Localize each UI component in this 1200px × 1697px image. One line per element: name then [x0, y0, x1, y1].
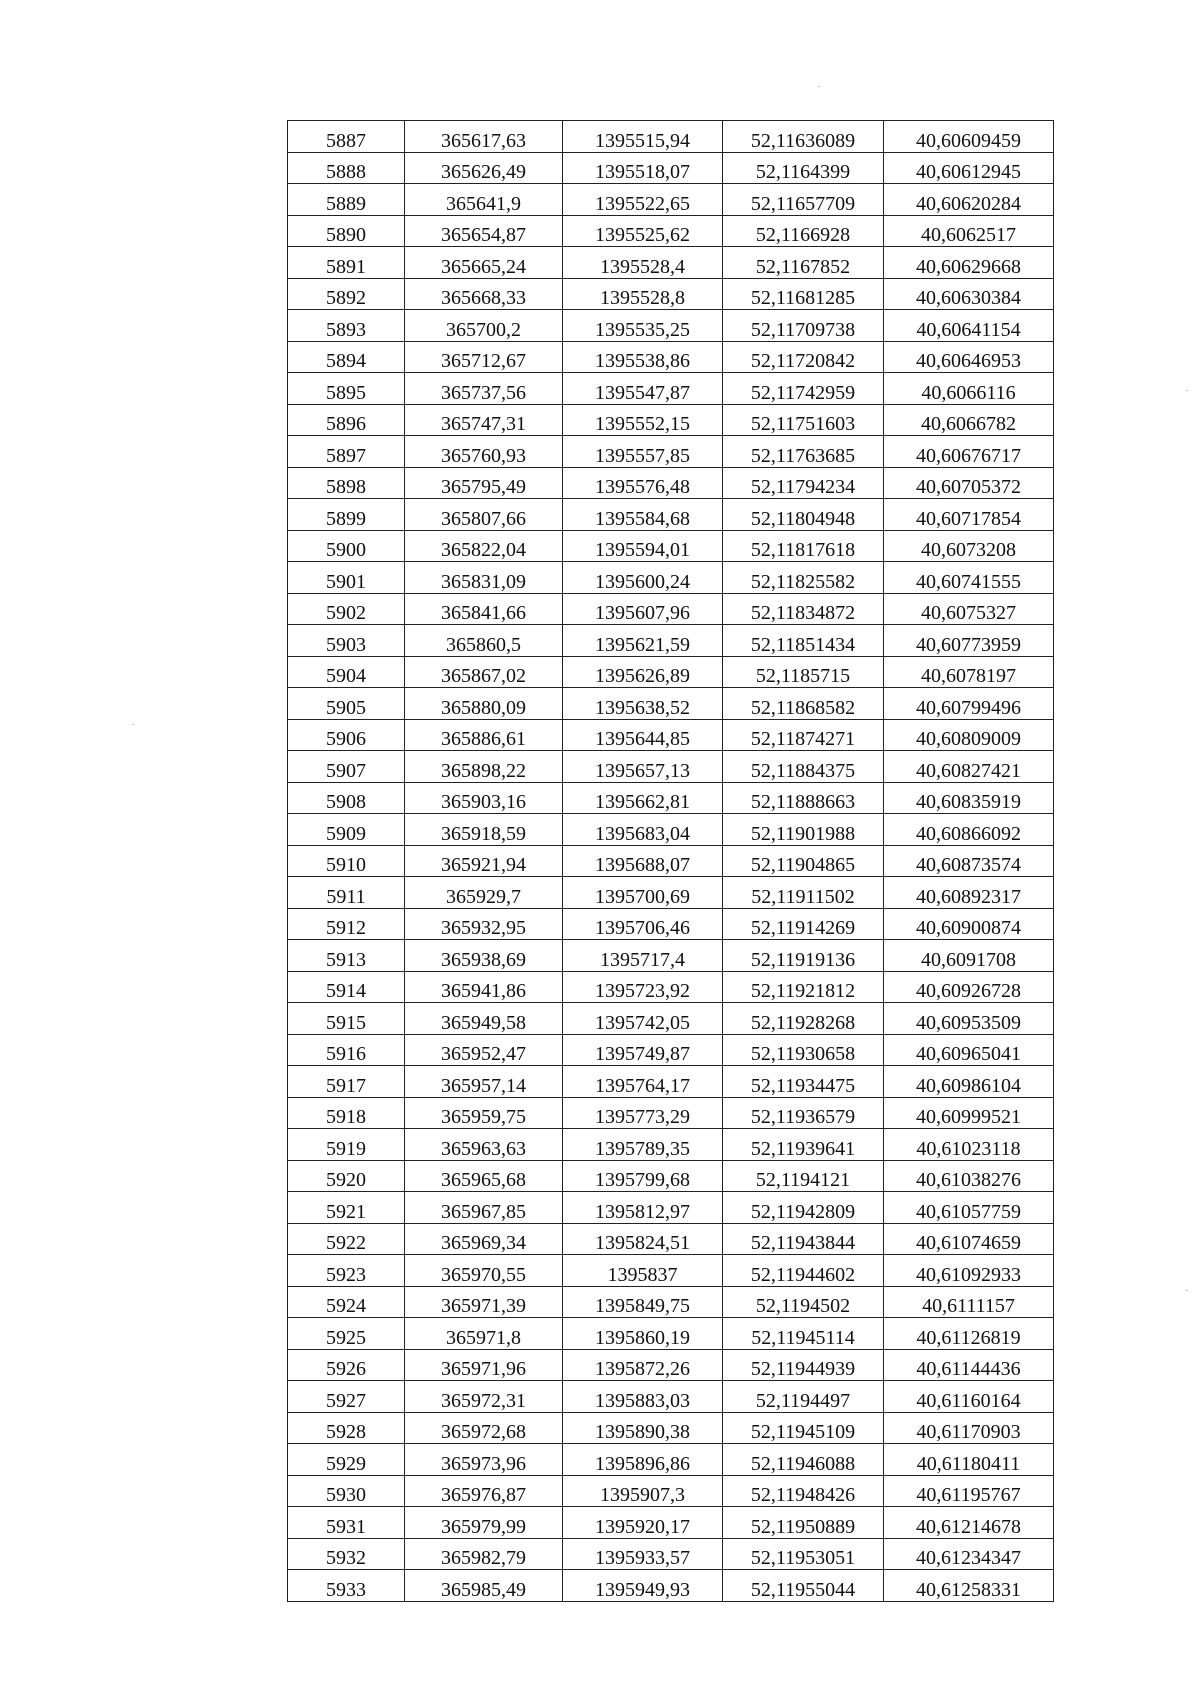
point-number-cell: 5901: [288, 562, 405, 594]
table-row: [288, 1160, 1054, 1192]
point-number-cell: 5932: [288, 1538, 405, 1570]
table-row: [288, 278, 1054, 310]
point-number-cell: 5922: [288, 1223, 405, 1255]
point-number-cell: 5926: [288, 1349, 405, 1381]
table-row: [288, 1475, 1054, 1507]
latitude-cell: 52,11742959: [723, 373, 884, 405]
point-number-cell: 5905: [288, 688, 405, 720]
point-number-cell: 5887: [288, 121, 405, 153]
longitude-cell: 40,61126819: [884, 1318, 1054, 1350]
table-row: [288, 310, 1054, 342]
longitude-cell: 40,60892317: [884, 877, 1054, 909]
point-number-cell: 5907: [288, 751, 405, 783]
longitude-cell: 40,60986104: [884, 1066, 1054, 1098]
latitude-cell: 52,11804948: [723, 499, 884, 531]
table-row: [288, 467, 1054, 499]
latitude-cell: 52,11944939: [723, 1349, 884, 1381]
longitude-cell: 40,60646953: [884, 341, 1054, 373]
longitude-cell: 40,61144436: [884, 1349, 1054, 1381]
table-row: [288, 373, 1054, 405]
y-coordinate-cell: 1395538,86: [563, 341, 723, 373]
table-row: [288, 1570, 1054, 1602]
latitude-cell: 52,11636089: [723, 121, 884, 153]
table-row: [288, 1255, 1054, 1287]
x-coordinate-cell: 365918,59: [405, 814, 563, 846]
longitude-cell: 40,60953509: [884, 1003, 1054, 1035]
y-coordinate-cell: 1395688,07: [563, 845, 723, 877]
y-coordinate-cell: 1395557,85: [563, 436, 723, 468]
x-coordinate-cell: 365938,69: [405, 940, 563, 972]
longitude-cell: 40,61170903: [884, 1412, 1054, 1444]
longitude-cell: 40,6066782: [884, 404, 1054, 436]
x-coordinate-cell: 365898,22: [405, 751, 563, 783]
table-row: [288, 782, 1054, 814]
table-row: [288, 436, 1054, 468]
point-number-cell: 5915: [288, 1003, 405, 1035]
table-row: [288, 908, 1054, 940]
table-row: [288, 1412, 1054, 1444]
table-row: [288, 1129, 1054, 1161]
x-coordinate-cell: 365841,66: [405, 593, 563, 625]
y-coordinate-cell: 1395525,62: [563, 215, 723, 247]
latitude-cell: 52,11720842: [723, 341, 884, 373]
point-number-cell: 5892: [288, 278, 405, 310]
longitude-cell: 40,61195767: [884, 1475, 1054, 1507]
x-coordinate-cell: 365949,58: [405, 1003, 563, 1035]
latitude-cell: 52,11939641: [723, 1129, 884, 1161]
point-number-cell: 5931: [288, 1507, 405, 1539]
x-coordinate-cell: 365971,96: [405, 1349, 563, 1381]
longitude-cell: 40,61057759: [884, 1192, 1054, 1224]
y-coordinate-cell: 1395849,75: [563, 1286, 723, 1318]
point-number-cell: 5933: [288, 1570, 405, 1602]
y-coordinate-cell: 1395896,86: [563, 1444, 723, 1476]
point-number-cell: 5888: [288, 152, 405, 184]
table-row: [288, 341, 1054, 373]
longitude-cell: 40,6066116: [884, 373, 1054, 405]
x-coordinate-cell: 365982,79: [405, 1538, 563, 1570]
longitude-cell: 40,60835919: [884, 782, 1054, 814]
latitude-cell: 52,11919136: [723, 940, 884, 972]
point-number-cell: 5927: [288, 1381, 405, 1413]
y-coordinate-cell: 1395535,25: [563, 310, 723, 342]
latitude-cell: 52,11888663: [723, 782, 884, 814]
point-number-cell: 5912: [288, 908, 405, 940]
y-coordinate-cell: 1395949,93: [563, 1570, 723, 1602]
y-coordinate-cell: 1395812,97: [563, 1192, 723, 1224]
point-number-cell: 5911: [288, 877, 405, 909]
x-coordinate-cell: 365867,02: [405, 656, 563, 688]
x-coordinate-cell: 365617,63: [405, 121, 563, 153]
latitude-cell: 52,11851434: [723, 625, 884, 657]
table-row: [288, 184, 1054, 216]
y-coordinate-cell: 1395860,19: [563, 1318, 723, 1350]
table-row: [288, 688, 1054, 720]
longitude-cell: 40,61258331: [884, 1570, 1054, 1602]
latitude-cell: 52,11944602: [723, 1255, 884, 1287]
point-number-cell: 5896: [288, 404, 405, 436]
longitude-cell: 40,6075327: [884, 593, 1054, 625]
latitude-cell: 52,11936579: [723, 1097, 884, 1129]
point-number-cell: 5900: [288, 530, 405, 562]
longitude-cell: 40,60641154: [884, 310, 1054, 342]
table-row: [288, 1349, 1054, 1381]
y-coordinate-cell: 1395920,17: [563, 1507, 723, 1539]
longitude-cell: 40,61234347: [884, 1538, 1054, 1570]
latitude-cell: 52,11709738: [723, 310, 884, 342]
point-number-cell: 5898: [288, 467, 405, 499]
latitude-cell: 52,11751603: [723, 404, 884, 436]
point-number-cell: 5930: [288, 1475, 405, 1507]
latitude-cell: 52,11868582: [723, 688, 884, 720]
latitude-cell: 52,11681285: [723, 278, 884, 310]
x-coordinate-cell: 365932,95: [405, 908, 563, 940]
longitude-cell: 40,60609459: [884, 121, 1054, 153]
table-row: [288, 404, 1054, 436]
latitude-cell: 52,11921812: [723, 971, 884, 1003]
x-coordinate-cell: 365972,68: [405, 1412, 563, 1444]
table-row: [288, 247, 1054, 279]
y-coordinate-cell: 1395657,13: [563, 751, 723, 783]
table-row: [288, 530, 1054, 562]
table-row: [288, 1507, 1054, 1539]
point-number-cell: 5895: [288, 373, 405, 405]
y-coordinate-cell: 1395789,35: [563, 1129, 723, 1161]
longitude-cell: 40,6073208: [884, 530, 1054, 562]
longitude-cell: 40,61160164: [884, 1381, 1054, 1413]
latitude-cell: 52,11946088: [723, 1444, 884, 1476]
y-coordinate-cell: 1395773,29: [563, 1097, 723, 1129]
x-coordinate-cell: 365700,2: [405, 310, 563, 342]
longitude-cell: 40,61023118: [884, 1129, 1054, 1161]
table-row: [288, 121, 1054, 153]
table-row: [288, 1192, 1054, 1224]
longitude-cell: 40,60965041: [884, 1034, 1054, 1066]
table-row: [288, 625, 1054, 657]
table-row: [288, 940, 1054, 972]
x-coordinate-cell: 365970,55: [405, 1255, 563, 1287]
y-coordinate-cell: 1395907,3: [563, 1475, 723, 1507]
y-coordinate-cell: 1395522,65: [563, 184, 723, 216]
longitude-cell: 40,60676717: [884, 436, 1054, 468]
point-number-cell: 5910: [288, 845, 405, 877]
point-number-cell: 5924: [288, 1286, 405, 1318]
latitude-cell: 52,1194497: [723, 1381, 884, 1413]
longitude-cell: 40,6111157: [884, 1286, 1054, 1318]
x-coordinate-cell: 365807,66: [405, 499, 563, 531]
latitude-cell: 52,11948426: [723, 1475, 884, 1507]
point-number-cell: 5904: [288, 656, 405, 688]
x-coordinate-cell: 365860,5: [405, 625, 563, 657]
table-row: [288, 656, 1054, 688]
latitude-cell: 52,11930658: [723, 1034, 884, 1066]
x-coordinate-cell: 365965,68: [405, 1160, 563, 1192]
y-coordinate-cell: 1395576,48: [563, 467, 723, 499]
y-coordinate-cell: 1395528,8: [563, 278, 723, 310]
table-row: [288, 877, 1054, 909]
latitude-cell: 52,11955044: [723, 1570, 884, 1602]
longitude-cell: 40,61092933: [884, 1255, 1054, 1287]
x-coordinate-cell: 365963,63: [405, 1129, 563, 1161]
point-number-cell: 5908: [288, 782, 405, 814]
x-coordinate-cell: 365880,09: [405, 688, 563, 720]
y-coordinate-cell: 1395742,05: [563, 1003, 723, 1035]
longitude-cell: 40,60773959: [884, 625, 1054, 657]
point-number-cell: 5913: [288, 940, 405, 972]
point-number-cell: 5890: [288, 215, 405, 247]
table-row: [288, 1381, 1054, 1413]
point-number-cell: 5920: [288, 1160, 405, 1192]
coordinates-table: [287, 120, 1054, 1602]
latitude-cell: 52,11945109: [723, 1412, 884, 1444]
x-coordinate-cell: 365665,24: [405, 247, 563, 279]
latitude-cell: 52,1194502: [723, 1286, 884, 1318]
x-coordinate-cell: 365760,93: [405, 436, 563, 468]
x-coordinate-cell: 365795,49: [405, 467, 563, 499]
x-coordinate-cell: 365921,94: [405, 845, 563, 877]
x-coordinate-cell: 365654,87: [405, 215, 563, 247]
y-coordinate-cell: 1395872,26: [563, 1349, 723, 1381]
table-row: [288, 1066, 1054, 1098]
longitude-cell: 40,6091708: [884, 940, 1054, 972]
latitude-cell: 52,1167852: [723, 247, 884, 279]
point-number-cell: 5929: [288, 1444, 405, 1476]
y-coordinate-cell: 1395933,57: [563, 1538, 723, 1570]
latitude-cell: 52,11943844: [723, 1223, 884, 1255]
y-coordinate-cell: 1395662,81: [563, 782, 723, 814]
y-coordinate-cell: 1395584,68: [563, 499, 723, 531]
y-coordinate-cell: 1395607,96: [563, 593, 723, 625]
table-row: [288, 845, 1054, 877]
x-coordinate-cell: 365831,09: [405, 562, 563, 594]
y-coordinate-cell: 1395528,4: [563, 247, 723, 279]
x-coordinate-cell: 365886,61: [405, 719, 563, 751]
y-coordinate-cell: 1395518,07: [563, 152, 723, 184]
x-coordinate-cell: 365971,39: [405, 1286, 563, 1318]
y-coordinate-cell: 1395749,87: [563, 1034, 723, 1066]
point-number-cell: 5894: [288, 341, 405, 373]
x-coordinate-cell: 365668,33: [405, 278, 563, 310]
latitude-cell: 52,11942809: [723, 1192, 884, 1224]
y-coordinate-cell: 1395883,03: [563, 1381, 723, 1413]
x-coordinate-cell: 365626,49: [405, 152, 563, 184]
y-coordinate-cell: 1395890,38: [563, 1412, 723, 1444]
point-number-cell: 5902: [288, 593, 405, 625]
latitude-cell: 52,11794234: [723, 467, 884, 499]
table-row: [288, 1318, 1054, 1350]
latitude-cell: 52,11874271: [723, 719, 884, 751]
x-coordinate-cell: 365969,34: [405, 1223, 563, 1255]
x-coordinate-cell: 365903,16: [405, 782, 563, 814]
longitude-cell: 40,60900874: [884, 908, 1054, 940]
table-row: [288, 1286, 1054, 1318]
point-number-cell: 5923: [288, 1255, 405, 1287]
y-coordinate-cell: 1395638,52: [563, 688, 723, 720]
x-coordinate-cell: 365973,96: [405, 1444, 563, 1476]
scan-speck: [132, 724, 134, 725]
table-row: [288, 1444, 1054, 1476]
y-coordinate-cell: 1395799,68: [563, 1160, 723, 1192]
x-coordinate-cell: 365929,7: [405, 877, 563, 909]
latitude-cell: 52,11817618: [723, 530, 884, 562]
latitude-cell: 52,11911502: [723, 877, 884, 909]
y-coordinate-cell: 1395515,94: [563, 121, 723, 153]
y-coordinate-cell: 1395824,51: [563, 1223, 723, 1255]
latitude-cell: 52,11825582: [723, 562, 884, 594]
table-row: [288, 152, 1054, 184]
table-row: [288, 719, 1054, 751]
longitude-cell: 40,60741555: [884, 562, 1054, 594]
table-row: [288, 751, 1054, 783]
longitude-cell: 40,61074659: [884, 1223, 1054, 1255]
latitude-cell: 52,11934475: [723, 1066, 884, 1098]
longitude-cell: 40,60866092: [884, 814, 1054, 846]
point-number-cell: 5917: [288, 1066, 405, 1098]
latitude-cell: 52,11953051: [723, 1538, 884, 1570]
point-number-cell: 5903: [288, 625, 405, 657]
point-number-cell: 5921: [288, 1192, 405, 1224]
y-coordinate-cell: 1395706,46: [563, 908, 723, 940]
longitude-cell: 40,60705372: [884, 467, 1054, 499]
latitude-cell: 52,1194121: [723, 1160, 884, 1192]
longitude-cell: 40,61180411: [884, 1444, 1054, 1476]
point-number-cell: 5893: [288, 310, 405, 342]
point-number-cell: 5899: [288, 499, 405, 531]
x-coordinate-cell: 365712,67: [405, 341, 563, 373]
x-coordinate-cell: 365641,9: [405, 184, 563, 216]
point-number-cell: 5925: [288, 1318, 405, 1350]
table-row: [288, 1538, 1054, 1570]
x-coordinate-cell: 365737,56: [405, 373, 563, 405]
y-coordinate-cell: 1395600,24: [563, 562, 723, 594]
y-coordinate-cell: 1395552,15: [563, 404, 723, 436]
latitude-cell: 52,11657709: [723, 184, 884, 216]
point-number-cell: 5889: [288, 184, 405, 216]
longitude-cell: 40,60999521: [884, 1097, 1054, 1129]
latitude-cell: 52,1164399: [723, 152, 884, 184]
y-coordinate-cell: 1395594,01: [563, 530, 723, 562]
coordinates-table-body: [288, 121, 1054, 1602]
table-row: [288, 562, 1054, 594]
latitude-cell: 52,11763685: [723, 436, 884, 468]
latitude-cell: 52,11945114: [723, 1318, 884, 1350]
x-coordinate-cell: 365747,31: [405, 404, 563, 436]
point-number-cell: 5919: [288, 1129, 405, 1161]
point-number-cell: 5891: [288, 247, 405, 279]
table-row: [288, 1034, 1054, 1066]
x-coordinate-cell: 365959,75: [405, 1097, 563, 1129]
table-row: [288, 593, 1054, 625]
table-row: [288, 814, 1054, 846]
latitude-cell: 52,1185715: [723, 656, 884, 688]
x-coordinate-cell: 365971,8: [405, 1318, 563, 1350]
table-row: [288, 1003, 1054, 1035]
point-number-cell: 5906: [288, 719, 405, 751]
latitude-cell: 52,11884375: [723, 751, 884, 783]
table-row: [288, 1097, 1054, 1129]
table-row: [288, 971, 1054, 1003]
longitude-cell: 40,61214678: [884, 1507, 1054, 1539]
y-coordinate-cell: 1395723,92: [563, 971, 723, 1003]
longitude-cell: 40,60612945: [884, 152, 1054, 184]
latitude-cell: 52,11914269: [723, 908, 884, 940]
x-coordinate-cell: 365952,47: [405, 1034, 563, 1066]
point-number-cell: 5909: [288, 814, 405, 846]
longitude-cell: 40,6062517: [884, 215, 1054, 247]
longitude-cell: 40,60809009: [884, 719, 1054, 751]
y-coordinate-cell: 1395683,04: [563, 814, 723, 846]
point-number-cell: 5916: [288, 1034, 405, 1066]
latitude-cell: 52,11834872: [723, 593, 884, 625]
longitude-cell: 40,6078197: [884, 656, 1054, 688]
table-row: [288, 1223, 1054, 1255]
y-coordinate-cell: 1395717,4: [563, 940, 723, 972]
y-coordinate-cell: 1395700,69: [563, 877, 723, 909]
latitude-cell: 52,11901988: [723, 814, 884, 846]
table-row: [288, 215, 1054, 247]
y-coordinate-cell: 1395644,85: [563, 719, 723, 751]
x-coordinate-cell: 365957,14: [405, 1066, 563, 1098]
longitude-cell: 40,60873574: [884, 845, 1054, 877]
y-coordinate-cell: 1395764,17: [563, 1066, 723, 1098]
point-number-cell: 5928: [288, 1412, 405, 1444]
y-coordinate-cell: 1395621,59: [563, 625, 723, 657]
longitude-cell: 40,60629668: [884, 247, 1054, 279]
y-coordinate-cell: 1395626,89: [563, 656, 723, 688]
longitude-cell: 40,60717854: [884, 499, 1054, 531]
point-number-cell: 5918: [288, 1097, 405, 1129]
latitude-cell: 52,11904865: [723, 845, 884, 877]
scan-speck: [1186, 390, 1188, 391]
x-coordinate-cell: 365967,85: [405, 1192, 563, 1224]
scan-speck: [1186, 1290, 1188, 1291]
longitude-cell: 40,60827421: [884, 751, 1054, 783]
table-row: [288, 499, 1054, 531]
y-coordinate-cell: 1395547,87: [563, 373, 723, 405]
point-number-cell: 5914: [288, 971, 405, 1003]
y-coordinate-cell: 1395837: [563, 1255, 723, 1287]
x-coordinate-cell: 365822,04: [405, 530, 563, 562]
longitude-cell: 40,60630384: [884, 278, 1054, 310]
latitude-cell: 52,1166928: [723, 215, 884, 247]
x-coordinate-cell: 365979,99: [405, 1507, 563, 1539]
latitude-cell: 52,11950889: [723, 1507, 884, 1539]
longitude-cell: 40,60926728: [884, 971, 1054, 1003]
x-coordinate-cell: 365985,49: [405, 1570, 563, 1602]
x-coordinate-cell: 365976,87: [405, 1475, 563, 1507]
x-coordinate-cell: 365972,31: [405, 1381, 563, 1413]
x-coordinate-cell: 365941,86: [405, 971, 563, 1003]
longitude-cell: 40,60620284: [884, 184, 1054, 216]
point-number-cell: 5897: [288, 436, 405, 468]
longitude-cell: 40,60799496: [884, 688, 1054, 720]
latitude-cell: 52,11928268: [723, 1003, 884, 1035]
longitude-cell: 40,61038276: [884, 1160, 1054, 1192]
scan-speck: [818, 86, 820, 87]
